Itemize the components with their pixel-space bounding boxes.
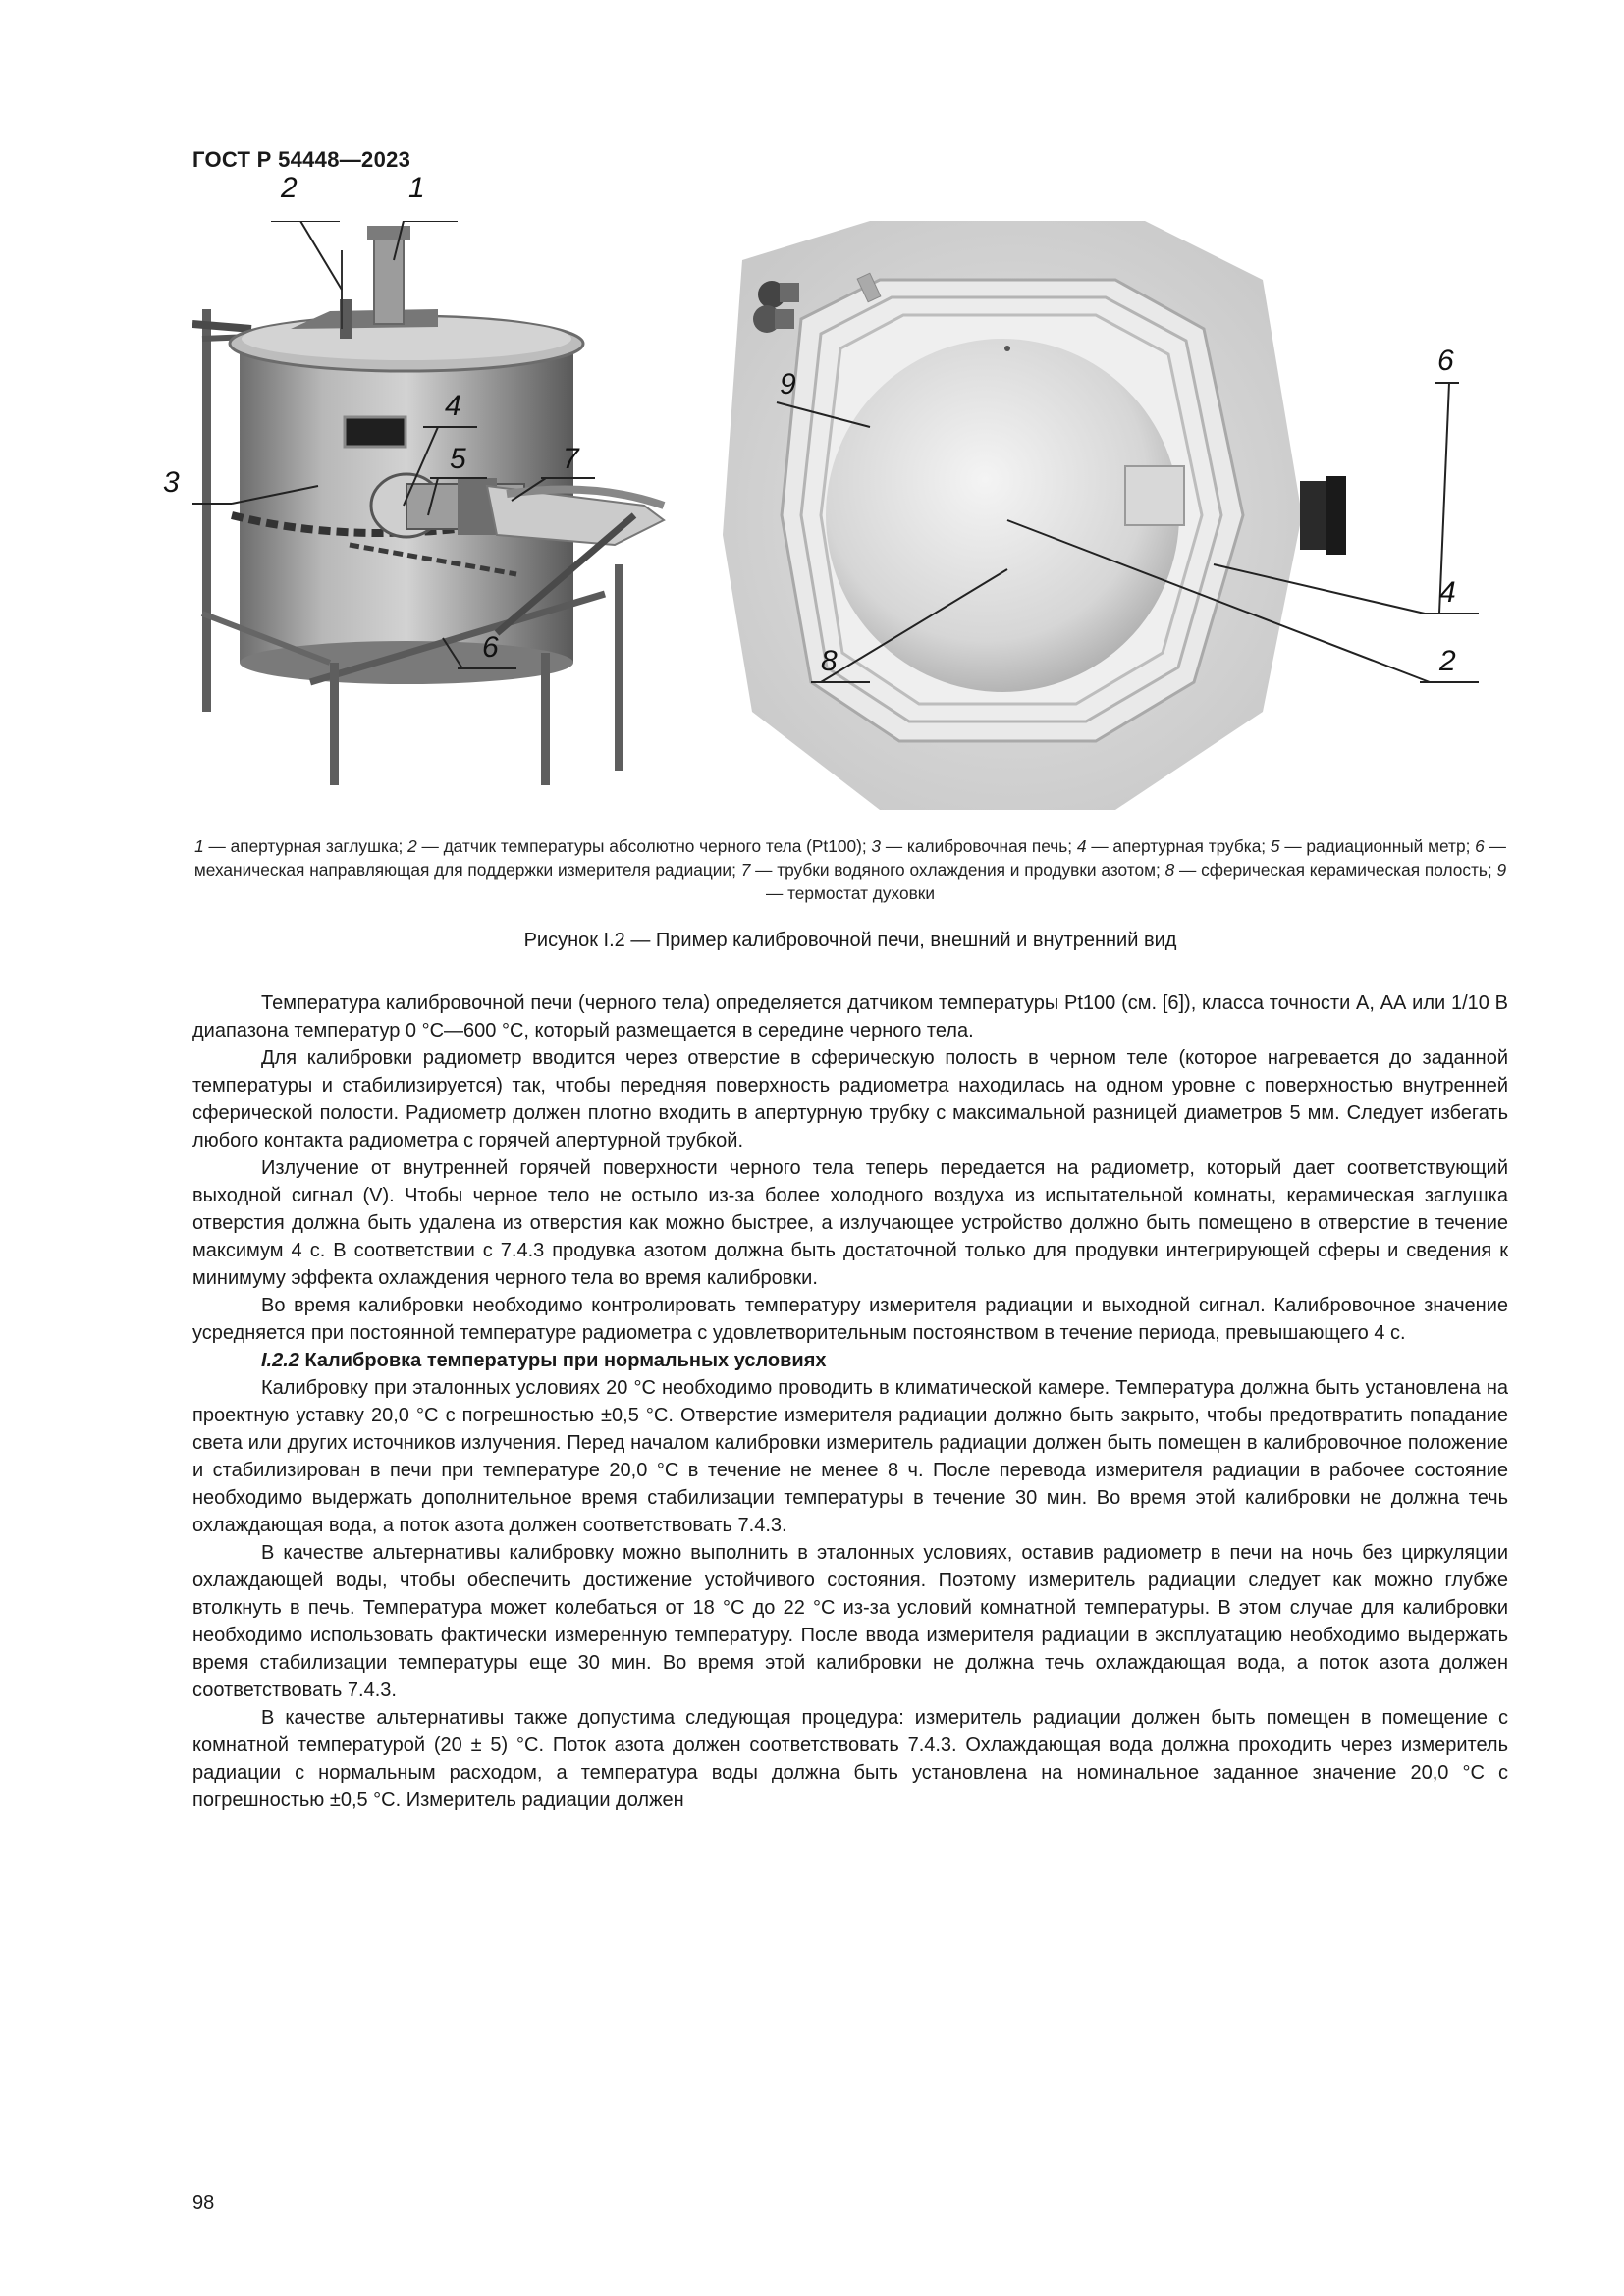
page-number: 98 <box>192 2192 215 2214</box>
legend-text: — термостат духовки <box>765 883 935 903</box>
section-title: Калибровка температуры при нормальных условиях <box>304 1350 827 1371</box>
figure-area <box>163 172 1508 820</box>
figure-legend <box>192 834 1508 905</box>
figure-caption: Рисунок I.2 — Пример калибровочной печи, внешний и внутренний вид <box>523 930 1177 951</box>
legend-number: 6 <box>1475 836 1485 856</box>
legend-text: — апертурная трубка; <box>1086 836 1271 856</box>
document-header: ГОСТ Р 54448—2023 <box>192 147 411 172</box>
body-text <box>192 989 1508 1814</box>
legend-number: 4 <box>1076 836 1087 856</box>
figure-label: 7 <box>563 443 579 475</box>
legend-number: 7 <box>740 860 751 880</box>
paragraph: Температура калибровочной печи (черного тела) определяется датчиком температуры Pt100 (см. [6]), класса точности А, АА или 1/10 В диапазона температур 0 °C—600 °C, который размещается в середине черного тела. <box>192 992 1508 1041</box>
legend-text: — апертурная заглушка; <box>203 836 408 856</box>
paragraph: Для калибровки радиометр вводится через отверстие в сферическую полость в черном теле (которое нагревается до заданной температуры и стабилизируется) так, чтобы передняя поверхность радиометра находилась на одном уровне с поверхностью внутренней сферической полости. Радиометр должен плотно входить в апертурную трубку с максимальной разницей диаметров 5 мм. Следует избегать любого контакта радиометра с горячей апертурной трубкой. <box>192 1047 1508 1151</box>
paragraph: В качестве альтернативы калибровку можно выполнить в эталонных условиях, оставив радиометр в печи на ночь без циркуляции охлаждающей воды, чтобы обеспечить достижение устойчивого состояния. Поэтому измеритель радиации следует как можно глубже втолкнуть в печь. Температура может колебаться от 18 °C до 22 °C из-за условий комнатной температуры. В этом случае для калибровки необходимо использовать фактически измеренную температуру. После ввода измерителя радиации в эксплуатацию необходимо выдержать время стабилизации температуры еще 30 мин. Во время этой калибровки не должна течь охлаждающая вода, а поток азота должен соответствовать 7.4.3. <box>192 1542 1508 1701</box>
legend-text: — датчик температуры абсолютно черного тела (Pt100); <box>416 836 872 856</box>
furnace-external-view <box>192 226 664 785</box>
legend-text: — калибровочная печь; <box>881 836 1077 856</box>
paragraph: Излучение от внутренней горячей поверхности черного тела теперь передается на радиометр, который дает соответствующий выходной сигнал (V). Чтобы черное тело не остыло из-за более холодного воздуха из испытательной комнаты, керамическая заглушка отверстия должна быть удалена из отверстия как можно быстрее, а излучающее устройство должно быть помещено в отверстие в течение максимум 4 с. В соответствии с 7.4.3 продувка азотом должна быть достаточной только для продувки интегрирующей сферы и сведения к минимуму эффекта охлаждения черного тела во время калибровки. <box>192 1157 1508 1289</box>
legend-number: 5 <box>1270 836 1280 856</box>
figure-label: 5 <box>450 443 466 475</box>
figure-label: 9 <box>780 368 796 400</box>
legend-number: 9 <box>1496 860 1507 880</box>
legend-number: 8 <box>1164 860 1175 880</box>
section-heading <box>192 1347 1508 1374</box>
legend-text: — трубки водяного охлаждения и продувки азотом; <box>750 860 1165 880</box>
paragraph: Калибровку при эталонных условиях 20 °C необходимо проводить в климатической камере. Температура должна быть установлена на проектную уставку 20,0 °C с погрешностью ±0,5 °C. Отверстие измерителя радиации должно быть закрыто, чтобы предотвратить попадание света или других источников излучения. Перед началом калибровки измеритель радиации должен быть помещен в калибровочное положение и стабилизирован в печи при температуре 20,0 °C в течение не менее 8 ч. После перевода измерителя радиации в рабочее состояние необходимо выдержать дополнительное время стабилизации температуры в течение 30 мин. Во время этой калибровки не должна течь охлаждающая вода, а поток азота должен соответствовать 7.4.3. <box>192 1377 1508 1536</box>
figure-label: 2 <box>281 172 298 204</box>
legend-number: 3 <box>871 836 882 856</box>
paragraph: Во время калибровки необходимо контролировать температуру измерителя радиации и выходной сигнал. Калибровочное значение усредняется при постоянной температуре радиометра с удовлетворительным постоянством в течение периода, превышающего 4 с. <box>192 1295 1508 1344</box>
figure-label: 4 <box>1439 576 1456 609</box>
paragraph: В качестве альтернативы также допустима следующая процедура: измеритель радиации должен быть помещен в помещение с комнатной температурой (20 ± 5) °C. Поток азота должен соответствовать 7.4.3. Охлаждающая вода должна проходить через измеритель радиации с нормальным расходом, а температура воды должна быть установлена на номинальное заданное значение 20,0 °C с погрешностью ±0,5 °C. Измеритель радиации должен <box>192 1707 1508 1811</box>
figure-label: 4 <box>445 390 461 422</box>
legend-text: — радиационный метр; <box>1279 836 1476 856</box>
figure-label: 6 <box>482 631 499 664</box>
figure-label: 8 <box>821 645 838 677</box>
furnace-internal-view <box>723 221 1346 810</box>
figure-label: 3 <box>163 466 180 499</box>
figure-illustration <box>192 221 1508 820</box>
legend-text: — сферическая керамическая полость; <box>1174 860 1497 880</box>
figure-label: 1 <box>408 172 425 204</box>
figure-label: 6 <box>1437 345 1454 377</box>
legend-text: — механическая направляющая для поддержки измерителя радиации; <box>193 836 1506 880</box>
legend-number: 2 <box>407 836 417 856</box>
section-number: I.2.2 <box>261 1350 299 1371</box>
legend-number: 1 <box>194 836 204 856</box>
figure-label: 2 <box>1439 645 1456 677</box>
